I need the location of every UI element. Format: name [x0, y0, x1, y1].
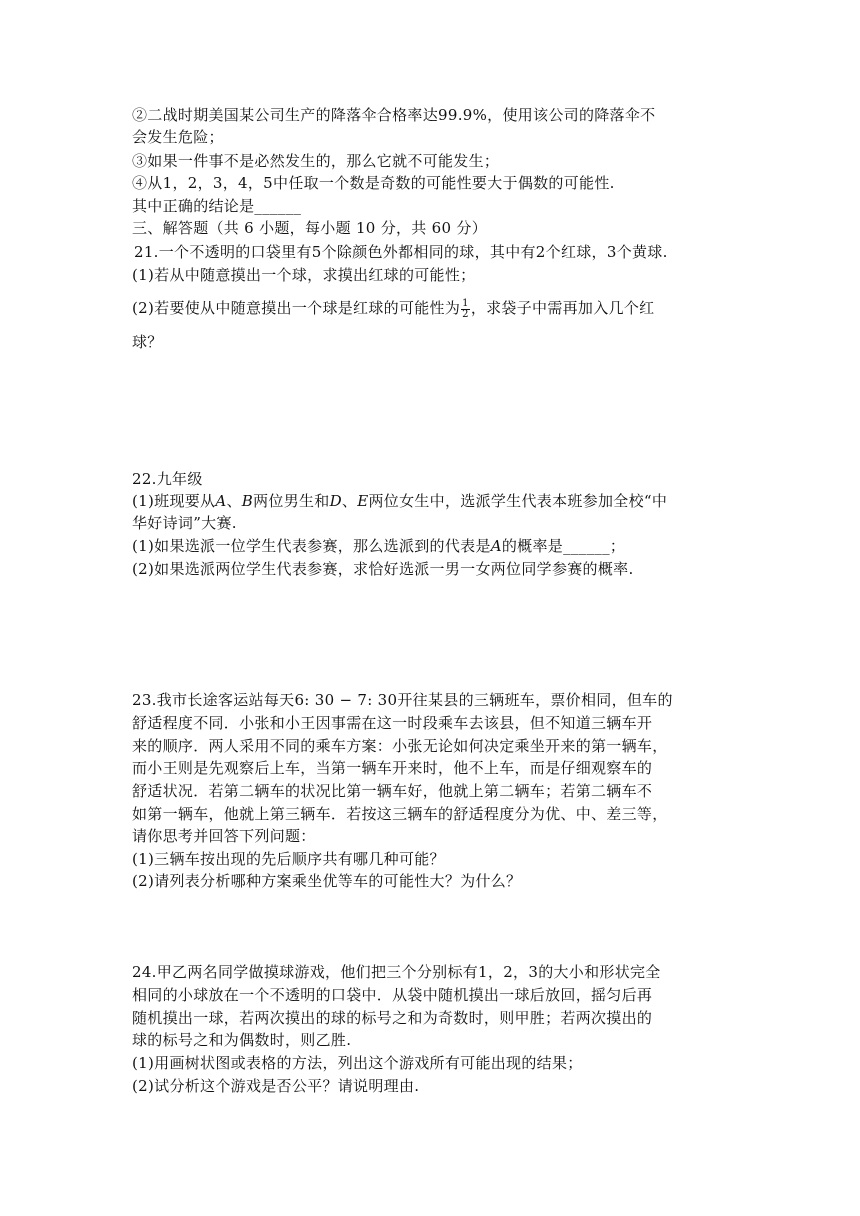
fraction-one-half — [461, 299, 470, 320]
fraction-numerator: 1 — [462, 297, 469, 309]
q23-part-2: (2)请列表分析哪种方案乘坐优等车的可能性大？为什么？ — [132, 872, 522, 890]
statement-3: ③如果一件事不是必然发生的，那么它就不可能发生； — [132, 152, 500, 170]
q22-intro-continued: 华好诗词”大赛. — [132, 514, 237, 532]
q21-part-1: (1)若从中随意摸出一个球，求摸出红球的可能性； — [132, 266, 476, 284]
q23-line-7: 请你思考并回答下列问题： — [132, 827, 316, 845]
q24-line-2: 相同的小球放在一个不透明的口袋中．从袋中随机摸出一球后放回，摇匀后再 — [132, 986, 653, 1004]
statement-2: ②二战时期美国某公司生产的降落伞合格率达99.9%，使用该公司的降落伞不 — [132, 106, 656, 124]
q24-line-4: 球的标号之和为偶数时，则乙胜. — [132, 1031, 352, 1049]
q21-part-2-text-before: (2)若要使从中随意摸出一个球是红球的可能性为 — [132, 299, 461, 317]
q21-part-2 — [132, 297, 654, 320]
fraction-denominator: 2 — [462, 308, 469, 320]
conclusion-blank: 其中正确的结论是______ — [132, 197, 302, 215]
q22-stem: 22.九年级 — [132, 470, 203, 488]
q22-part-2: (2)如果选派两位学生代表参赛，求恰好选派一男一女两位同学参赛的概率. — [132, 560, 634, 578]
q22-part-1: (1)如果选派一位学生代表参赛，那么选派到的代表是𝐴的概率是______； — [132, 537, 626, 555]
q23-line-1: 23.我市长途客运站每天6: 30 − 7: 30开往某县的三辆班车，票价相同，但车的 — [132, 691, 673, 709]
q23-line-3: 来的顺序．两人采用不同的乘车方案：小张无论如何决定乘坐开来的第一辆车， — [132, 737, 668, 755]
statement-2-continued: 会发生危险； — [132, 128, 224, 146]
statement-4: ④从1，2，3，4，5中任取一个数是奇数的可能性要大于偶数的可能性. — [132, 174, 615, 192]
q23-line-4: 而小王则是先观察后上车，当第一辆车开来时，他不上车，而是仔细观察车的 — [132, 759, 653, 777]
q24-line-3: 随机摸出一球，若两次摸出的球的标号之和为奇数时，则甲胜；若两次摸出的 — [132, 1009, 653, 1027]
q24-part-2: (2)试分析这个游戏是否公平？请说明理由. — [132, 1077, 420, 1095]
q23-line-6: 如第一辆车，他就上第三辆车．若按这三辆车的舒适程度分为优、中、差三等， — [132, 805, 668, 823]
q23-line-2: 舒适程度不同．小张和小王因事需在这一时段乘车去该县，但不知道三辆车开 — [132, 714, 653, 732]
q24-part-1: (1)用画树状图或表格的方法，列出这个游戏所有可能出现的结果； — [132, 1054, 583, 1072]
q21-part-2-text-after: ，求袋子中需再加入几个红 — [470, 299, 655, 317]
q23-part-1: (1)三辆车按出现的先后顺序共有哪几种可能？ — [132, 850, 445, 868]
q21-stem: 21.一个不透明的口袋里有5个除颜色外都相同的球，其中有2个红球，3个黄球. — [134, 243, 668, 261]
section-3-header: 三、解答题（共 6 小题，每小题 10 分，共 60 分） — [132, 219, 488, 237]
q23-line-5: 舒适状况．若第二辆车的状况比第一辆车好，他就上第二辆车；若第二辆车不 — [132, 782, 653, 800]
q22-intro: (1)班现要从𝐴、𝐵两位男生和𝐷、𝐸两位女生中，选派学生代表本班参加全校“中 — [132, 492, 668, 510]
q24-line-1: 24.甲乙两名同学做摸球游戏，他们把三个分别标有1，2，3的大小和形状完全 — [132, 963, 661, 981]
q21-part-2-continued: 球？ — [132, 333, 163, 351]
